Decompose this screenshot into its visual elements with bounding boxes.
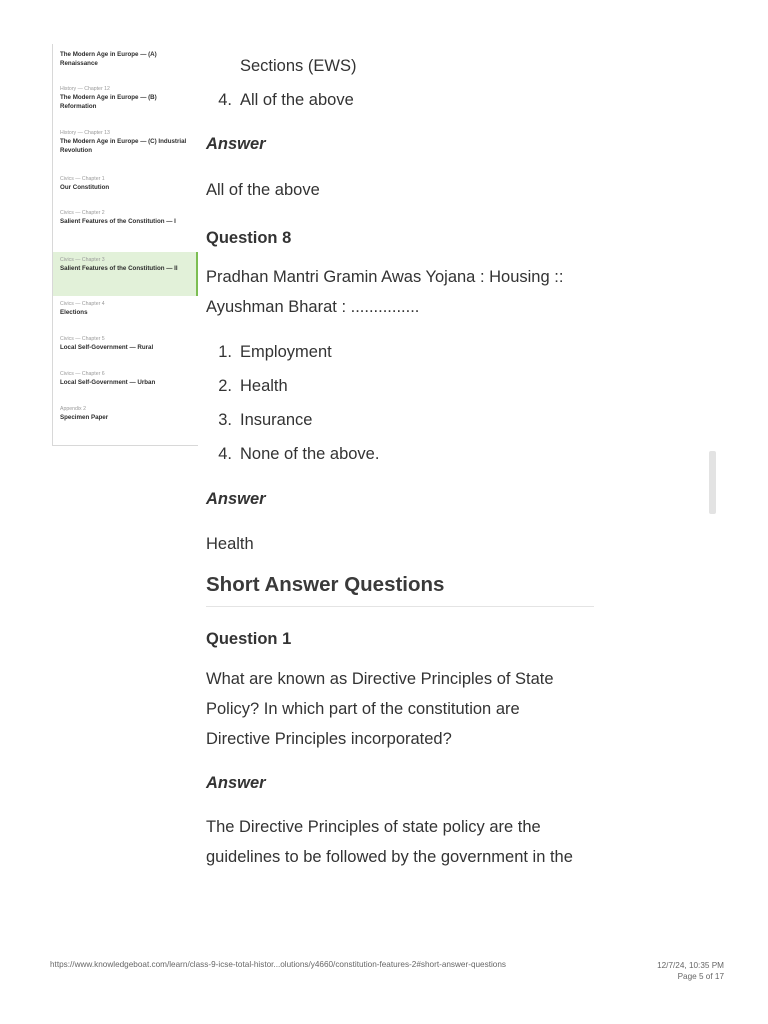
sidebar-item-category: Civics — Chapter 4 — [60, 301, 105, 307]
answer-text: All of the above — [206, 181, 320, 199]
scrollbar-thumb[interactable] — [709, 451, 716, 514]
page-number: Page 5 of 17 — [677, 972, 724, 981]
sidebar-item-specimen-paper[interactable] — [53, 406, 198, 422]
sidebar-item-category: Civics — Chapter 2 — [60, 210, 105, 216]
sidebar-item-title: Our Constitution — [60, 184, 110, 191]
question-text: Ayushman Bharat : ............... — [206, 298, 420, 316]
sidebar-item-industrial-revolution[interactable] — [53, 130, 198, 155]
sidebar-item-title: Elections — [60, 309, 88, 316]
option-number: 1. — [218, 343, 232, 361]
sidebar-item-elections[interactable] — [53, 301, 198, 317]
sidebar-item-category: History — Chapter 12 — [60, 86, 110, 92]
answer-text: The Directive Principles of state policy are the — [206, 818, 541, 836]
sidebar-item-title: Local Self-Government — Rural — [60, 344, 154, 351]
sidebar-item-local-urban[interactable] — [53, 371, 198, 387]
answer-text: guidelines to be followed by the government in the — [206, 848, 573, 866]
sidebar-item-category: Civics — Chapter 6 — [60, 371, 105, 377]
print-info — [657, 960, 724, 982]
option-text: Sections (EWS) — [240, 57, 357, 75]
option-text: Health — [240, 377, 288, 395]
print-datetime: 12/7/24, 10:35 PM — [657, 961, 724, 970]
sidebar-item-local-rural[interactable] — [53, 336, 198, 352]
question-text: Directive Principles incorporated? — [206, 730, 452, 748]
question-label: Question 8 — [206, 229, 292, 247]
sidebar-item-title: The Modern Age in Europe — (A) Renaissance — [60, 51, 157, 67]
sidebar-item-title: Specimen Paper — [60, 414, 109, 421]
answer-label: Answer — [206, 135, 266, 153]
sidebar-item-title: The Modern Age in Europe — (C) Industrial Revolution — [60, 138, 187, 154]
sidebar-item-category: Civics — Chapter 5 — [60, 336, 105, 342]
option-number: 2. — [218, 377, 232, 395]
sidebar-item-salient-features-2[interactable] — [53, 252, 198, 296]
sidebar-item-category: Civics — Chapter 1 — [60, 176, 105, 182]
option-text: None of the above. — [240, 445, 380, 463]
sidebar-item-renaissance[interactable] — [53, 50, 198, 68]
sidebar-item-category: History — Chapter 13 — [60, 130, 110, 136]
answer-label: Answer — [206, 774, 266, 792]
sidebar-item-reformation[interactable] — [53, 86, 198, 111]
answer-text: Health — [206, 535, 254, 553]
option-text: All of the above — [240, 91, 354, 109]
chapter-sidebar — [52, 44, 198, 446]
question-label: Question 1 — [206, 630, 292, 648]
sidebar-item-salient-features-1[interactable] — [53, 210, 198, 226]
question-text: Pradhan Mantri Gramin Awas Yojana : Housing :: — [206, 268, 564, 286]
section-heading: Short Answer Questions — [206, 573, 445, 596]
page-url: https://www.knowledgeboat.com/learn/class-9-icse-total-histor...olutions/y4660/constitution-features-2#short-answer-questions — [50, 960, 506, 969]
option-text: Insurance — [240, 411, 313, 429]
option-text: Employment — [240, 343, 332, 361]
option-number: 3. — [218, 411, 232, 429]
sidebar-item-title: Salient Features of the Constitution — II — [60, 265, 178, 272]
section-divider — [206, 606, 594, 607]
question-text: Policy? In which part of the constitution are — [206, 700, 520, 718]
sidebar-item-title: Salient Features of the Constitution — I — [60, 218, 176, 225]
sidebar-item-title: Local Self-Government — Urban — [60, 379, 156, 386]
question-text: What are known as Directive Principles of State — [206, 670, 554, 688]
sidebar-item-category: Civics — Chapter 3 — [60, 257, 105, 263]
sidebar-item-category: Appendix 2 — [60, 406, 86, 412]
option-number: 4. — [218, 91, 232, 109]
sidebar-item-our-constitution[interactable] — [53, 176, 198, 192]
option-number: 4. — [218, 445, 232, 463]
sidebar-item-title: The Modern Age in Europe — (B) Reformation — [60, 94, 157, 110]
answer-label: Answer — [206, 490, 266, 508]
